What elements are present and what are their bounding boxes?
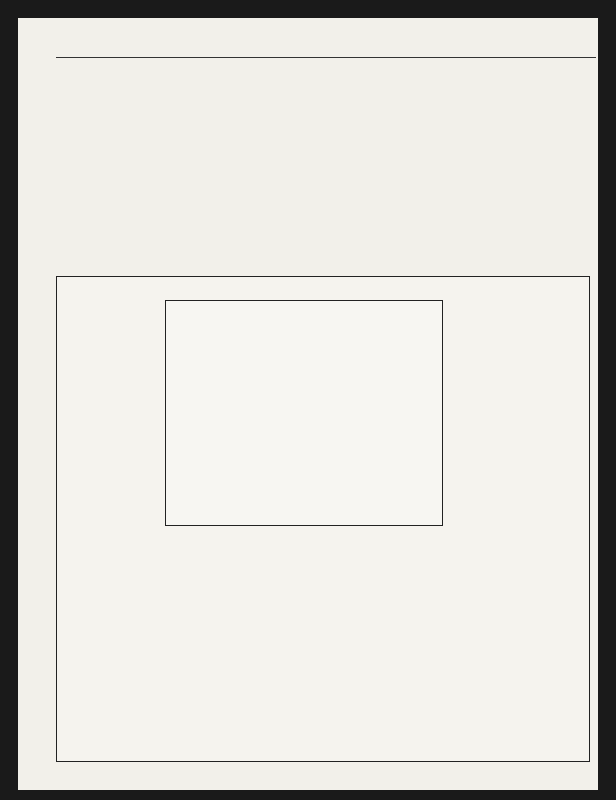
box-column-mid xyxy=(165,529,299,757)
running-head xyxy=(26,488,38,758)
newspaper-page xyxy=(18,18,598,790)
genes-on-file-chart xyxy=(165,300,443,526)
sidebar-article-box xyxy=(56,276,590,762)
box-column-left xyxy=(65,300,159,756)
box-column-right xyxy=(449,300,583,756)
continuation-head xyxy=(56,56,596,58)
box-column-mid2 xyxy=(307,529,441,757)
chart-svg xyxy=(166,301,442,525)
genes-continuation xyxy=(56,56,596,60)
